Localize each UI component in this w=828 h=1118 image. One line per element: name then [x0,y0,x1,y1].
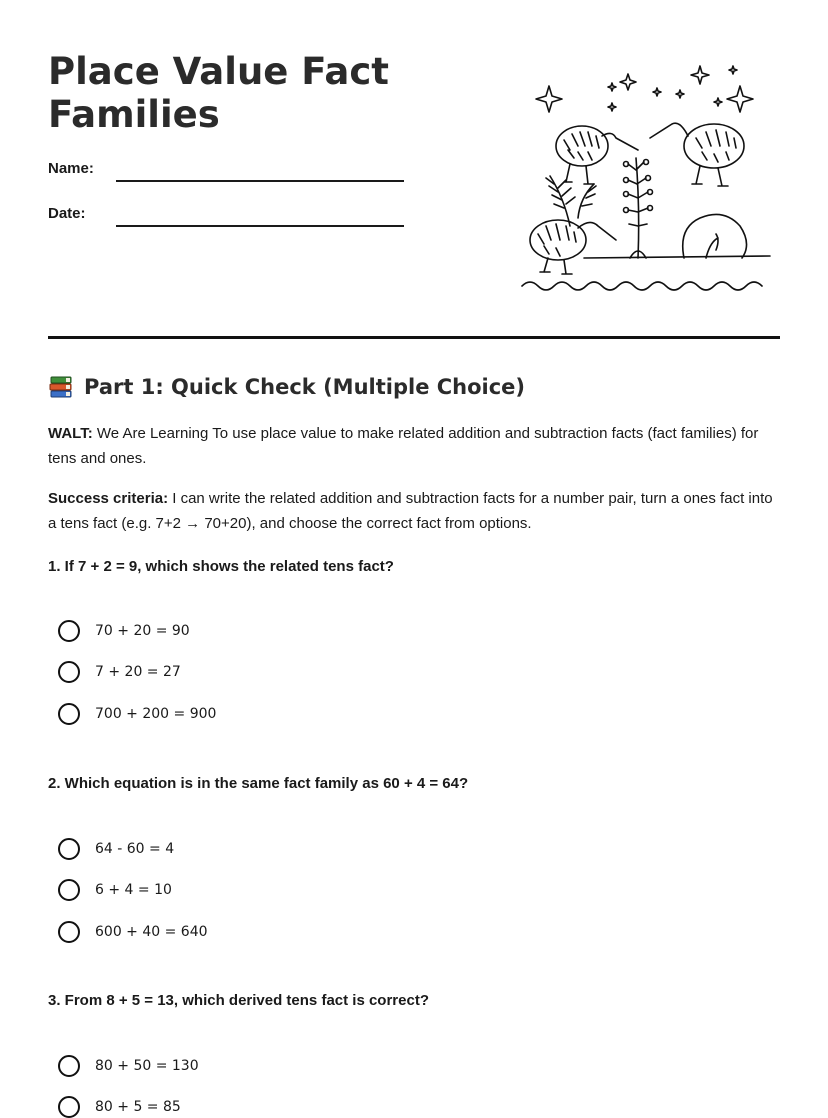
question-2-prompt: 2. Which equation is in the same fact family as 60 + 4 = 64? [48,775,469,792]
option-label: 80 + 5 = 85 [95,1099,181,1115]
option-label: 80 + 50 = 130 [95,1058,199,1074]
radio-button[interactable] [58,1096,80,1118]
question-2-option-3[interactable] [58,921,208,943]
option-label: 600 + 40 = 640 [95,924,208,940]
part1-heading-text: Part 1: Quick Check (Multiple Choice) [84,375,526,399]
question-3-prompt: 3. From 8 + 5 = 13, which derived tens fact is correct? [48,992,429,1009]
kiwi-birds-illustration [520,58,774,298]
part1-heading [48,374,525,400]
name-line [116,180,404,182]
question-2-option-2[interactable] [58,879,172,901]
walt-paragraph [48,422,780,471]
option-label: 700 + 200 = 900 [95,706,217,722]
success-criteria-label: Success criteria: [48,490,169,507]
question-2-option-1[interactable] [58,838,174,860]
books-icon [48,374,74,400]
question-3-option-1[interactable] [58,1055,199,1077]
option-label: 70 + 20 = 90 [95,623,190,639]
radio-button[interactable] [58,620,80,642]
date-line [116,225,404,227]
name-label: Name: [48,160,94,177]
success-criteria-paragraph [48,487,780,536]
option-label: 6 + 4 = 10 [95,882,172,898]
question-1-option-1[interactable] [58,620,190,642]
date-label: Date: [48,205,86,222]
question-1-prompt: 1. If 7 + 2 = 9, which shows the related tens fact? [48,558,394,575]
radio-button[interactable] [58,921,80,943]
question-1-option-2[interactable] [58,661,181,683]
section-divider [48,336,780,339]
radio-button[interactable] [58,879,80,901]
question-3-option-2[interactable] [58,1096,181,1118]
success-criteria-text: I can write the related addition and subtraction facts for a number pair, turn a ones fact into a tens fact (e.g. 7+2 → 70+20), and choose the correct fact from options. [48,490,773,532]
walt-label: WALT: [48,425,93,442]
page-title: Place Value Fact Families [48,50,389,136]
option-label: 7 + 20 = 27 [95,664,181,680]
question-1-option-3[interactable] [58,703,216,725]
walt-text: We Are Learning To use place value to make related addition and subtraction facts (fact families) for tens and ones. [48,425,759,467]
radio-button[interactable] [58,661,80,683]
option-label: 64 - 60 = 4 [95,841,175,857]
radio-button[interactable] [58,703,80,725]
radio-button[interactable] [58,838,80,860]
radio-button[interactable] [58,1055,80,1077]
